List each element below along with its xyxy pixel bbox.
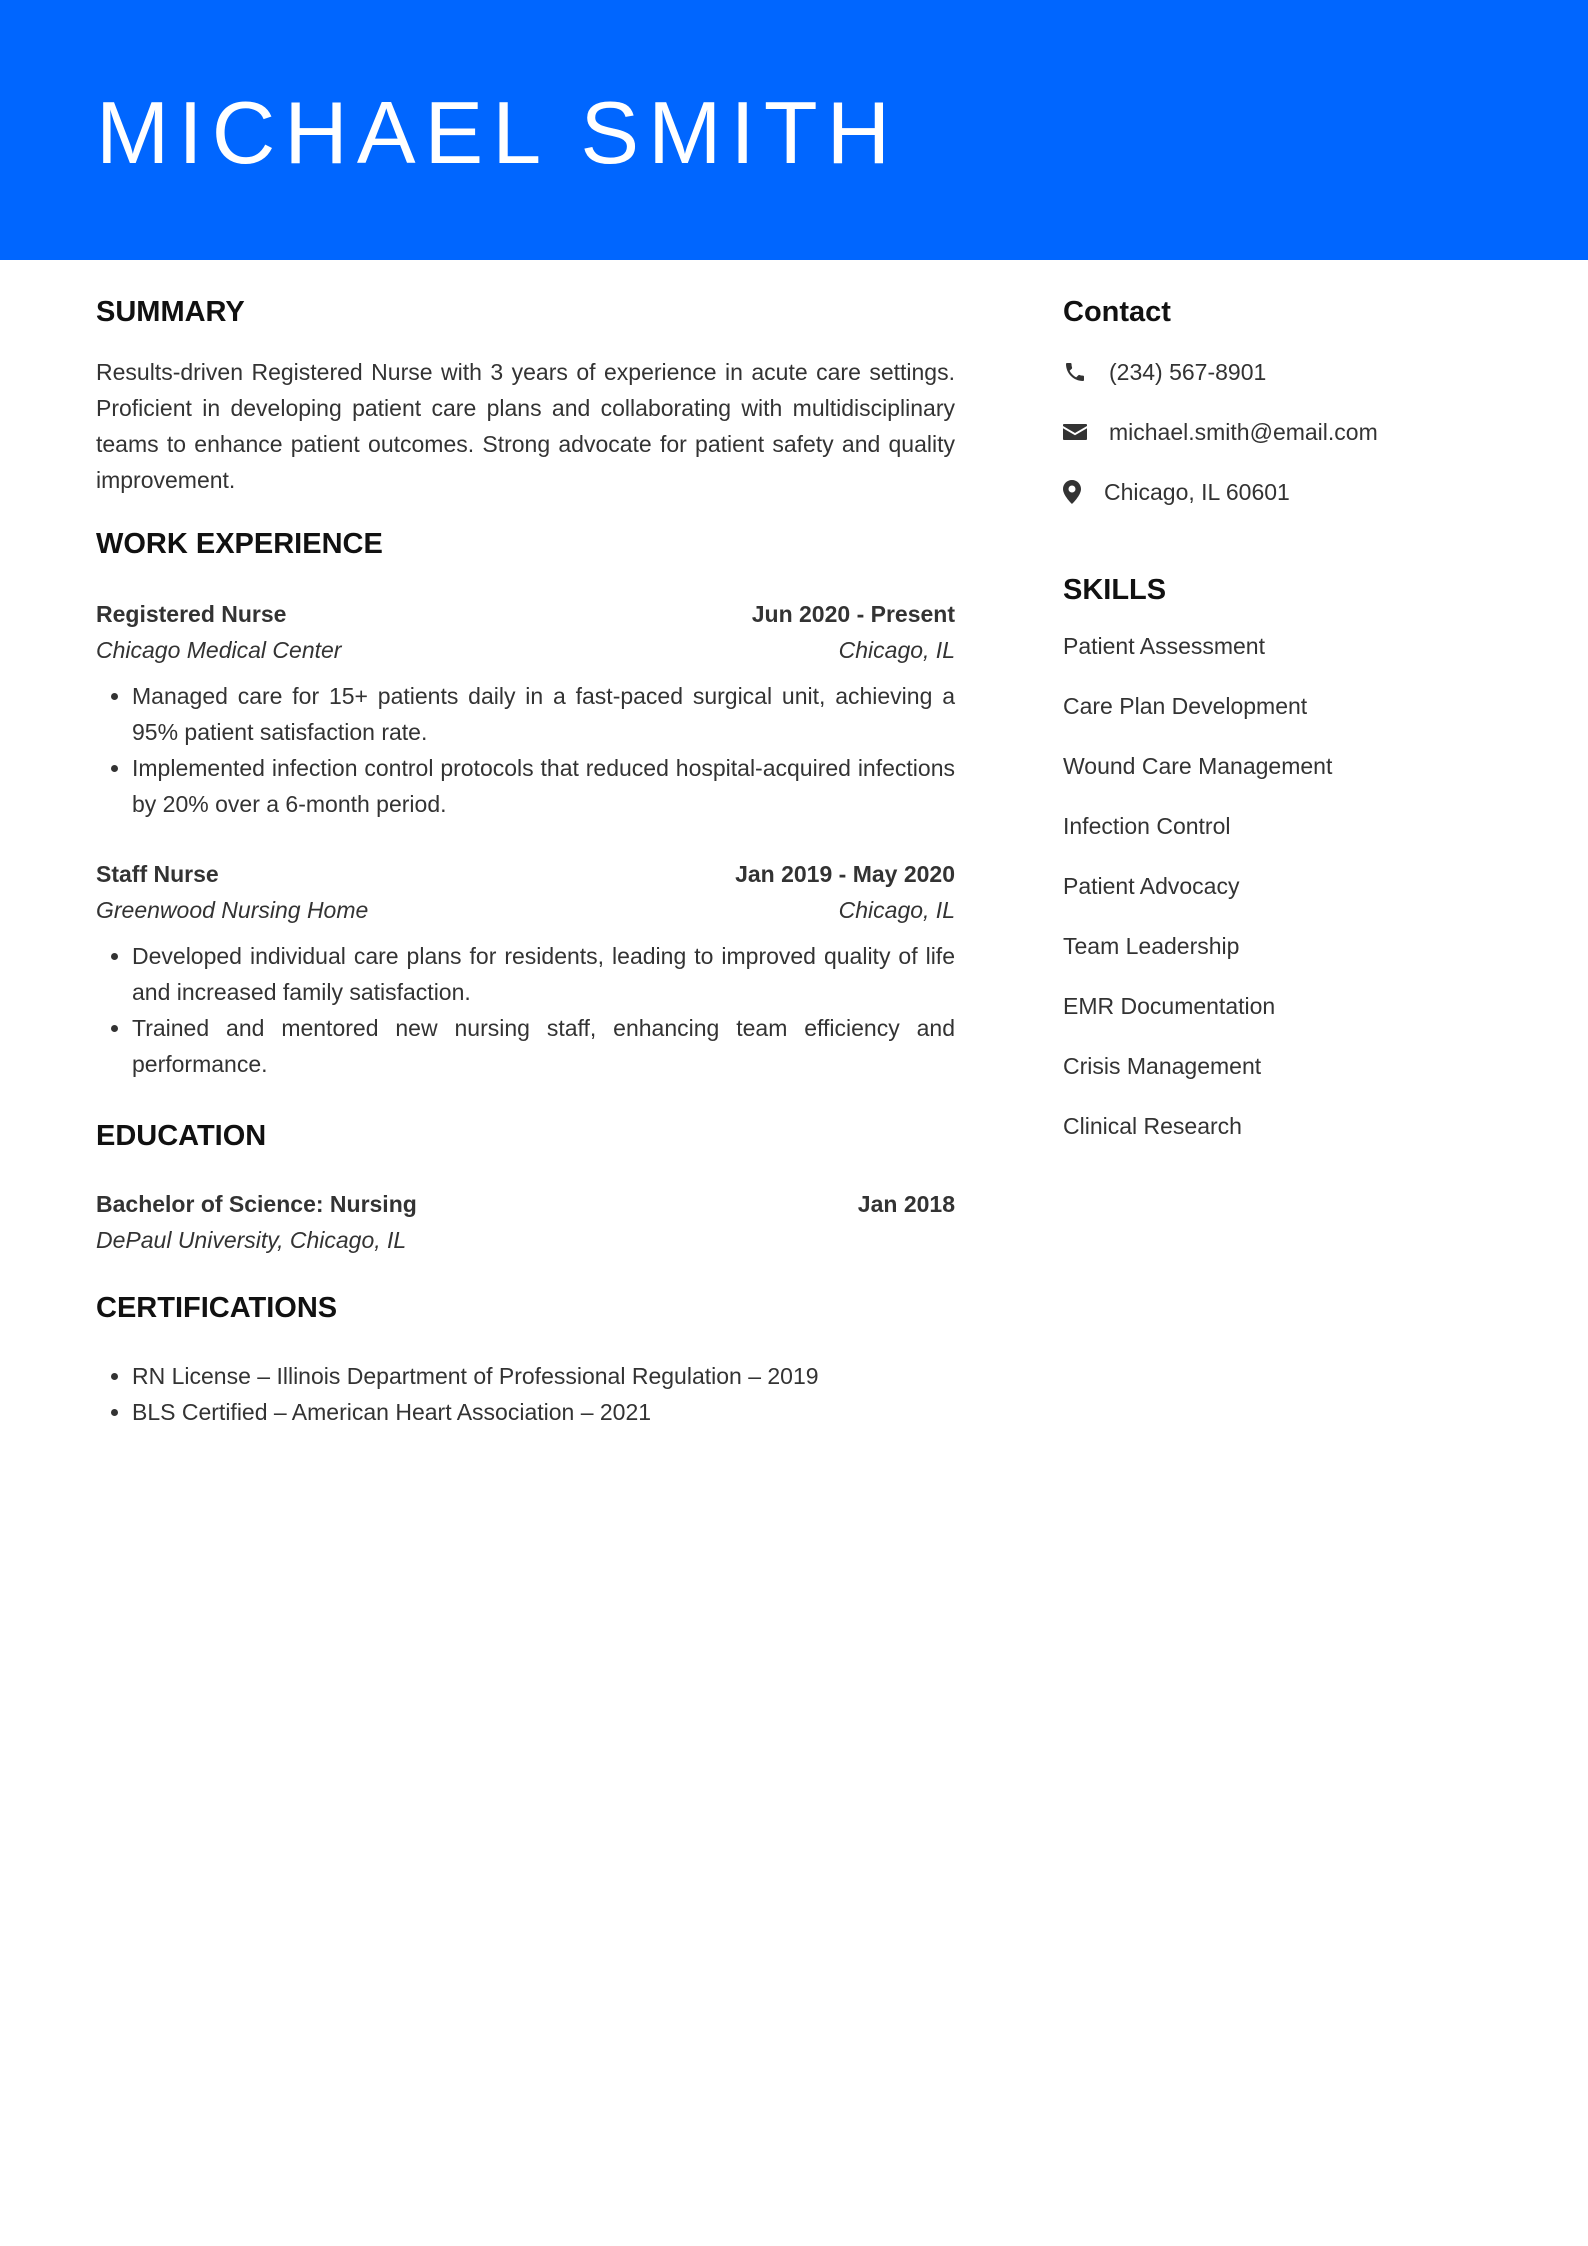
skills-list — [1063, 628, 1493, 1144]
job-employer: Chicago Medical Center — [96, 637, 342, 663]
phone-icon — [1063, 360, 1097, 384]
education-section — [96, 1116, 955, 1258]
skill-item: Wound Care Management — [1063, 753, 1333, 779]
contact-heading: Contact — [1063, 296, 1171, 328]
certification-item: • BLS Certified – American Heart Association – 2021 — [132, 1394, 955, 1430]
job-dates: Jun 2020 - Present — [751, 601, 955, 627]
job-bullets — [96, 938, 955, 1082]
job-employer-row — [96, 632, 955, 668]
contact-phone — [1063, 354, 1493, 390]
skill-item: Team Leadership — [1063, 933, 1240, 959]
degree-name: Bachelor of Science: Nursing — [96, 1191, 417, 1217]
sidebar-column — [1063, 292, 1493, 1168]
contact-list — [1063, 354, 1493, 510]
job-location: Chicago, IL — [838, 897, 955, 923]
job-entry — [96, 856, 955, 1082]
envelope-icon — [1063, 422, 1097, 442]
summary-text: Results-driven Registered Nurse with 3 years of experience in acute care settings. Proficient in developing patient care plans and collaborating with multidisciplinary teams to enhance patient outcomes. Strong advocate for patient safety and quality improvement. — [96, 359, 955, 493]
skill-item: Infection Control — [1063, 813, 1231, 839]
job-location: Chicago, IL — [838, 637, 955, 663]
school-name: DePaul University, Chicago, IL — [96, 1227, 407, 1253]
skill-item: Crisis Management — [1063, 1053, 1262, 1079]
job-bullet: • Managed care for 15+ patients daily in a fast-paced surgical unit, achieving a 95% patient satisfaction rate. — [132, 678, 955, 750]
summary-section — [96, 292, 955, 498]
skill-item: Patient Assessment — [1063, 633, 1265, 659]
certifications-list — [96, 1358, 955, 1430]
phone-number: (234) 567-8901 — [1109, 359, 1267, 385]
job-title: Registered Nurse — [96, 601, 287, 627]
education-heading: EDUCATION — [96, 1120, 267, 1152]
map-pin-icon — [1063, 480, 1092, 504]
job-title: Staff Nurse — [96, 861, 219, 887]
email-address: michael.smith@email.com — [1109, 419, 1378, 445]
skills-heading: SKILLS — [1063, 574, 1167, 606]
location-text: Chicago, IL 60601 — [1104, 479, 1290, 505]
job-bullets — [96, 678, 955, 822]
job-title-row — [96, 856, 955, 892]
work-experience-section — [96, 524, 955, 1082]
summary-heading: SUMMARY — [96, 296, 245, 328]
job-entry — [96, 596, 955, 822]
job-employer-row — [96, 892, 955, 928]
work-experience-heading: WORK EXPERIENCE — [96, 528, 383, 560]
job-bullet: • Trained and mentored new nursing staff, enhancing team efficiency and performance. — [132, 1010, 955, 1082]
contact-email — [1063, 414, 1493, 450]
job-dates: Jan 2019 - May 2020 — [735, 861, 955, 887]
main-column — [96, 292, 955, 1430]
skills-section — [1063, 570, 1493, 1144]
job-employer: Greenwood Nursing Home — [96, 897, 369, 923]
contact-section — [1063, 292, 1493, 510]
school-row — [96, 1222, 955, 1258]
header-banner — [0, 0, 1588, 260]
certifications-section — [96, 1288, 955, 1430]
skill-item: Care Plan Development — [1063, 693, 1308, 719]
skill-item: Clinical Research — [1063, 1113, 1242, 1139]
skill-item: EMR Documentation — [1063, 993, 1276, 1019]
skill-item: Patient Advocacy — [1063, 873, 1240, 899]
job-bullet: • Implemented infection control protocols that reduced hospital-acquired infections by 20% over a 6-month period. — [132, 750, 955, 822]
degree-date: Jan 2018 — [857, 1191, 955, 1217]
certifications-heading: CERTIFICATIONS — [96, 1292, 338, 1324]
education-entry — [96, 1186, 955, 1258]
job-title-row — [96, 596, 955, 632]
certification-item: • RN License – Illinois Department of Professional Regulation – 2019 — [132, 1358, 955, 1394]
job-bullet: • Developed individual care plans for residents, leading to improved quality of life and increased family satisfaction. — [132, 938, 955, 1010]
candidate-name: MICHAEL SMITH — [96, 83, 900, 182]
degree-row — [96, 1186, 955, 1222]
contact-location — [1063, 474, 1493, 510]
